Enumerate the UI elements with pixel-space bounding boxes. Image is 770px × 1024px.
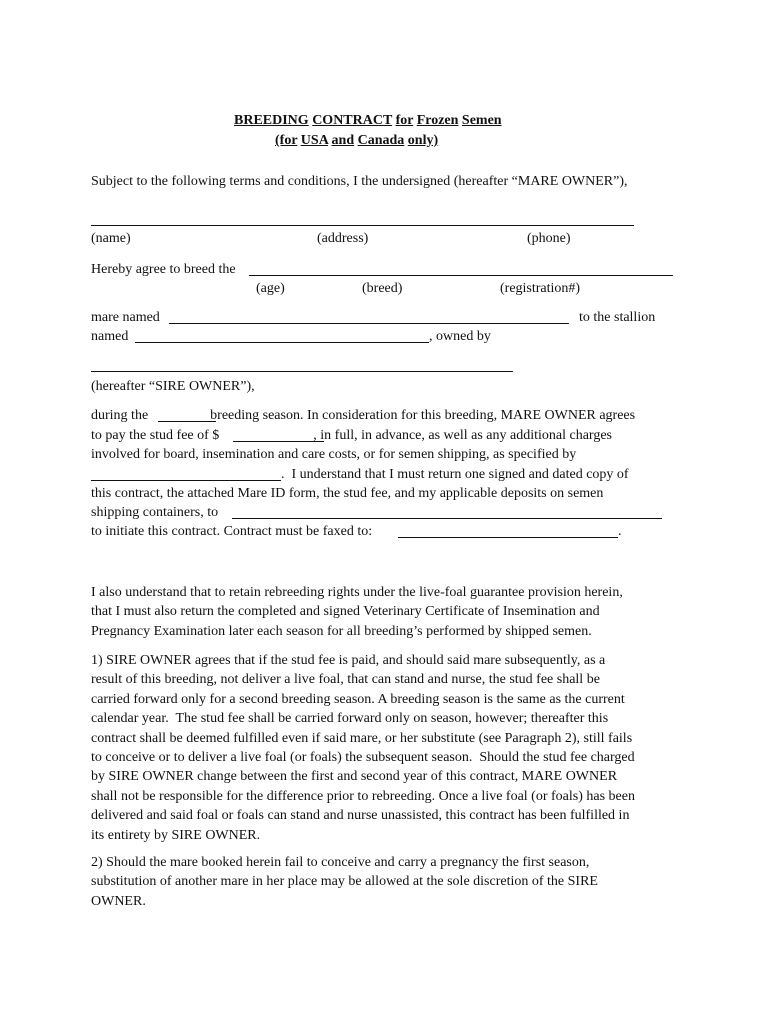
paragraph-line: OWNER. [91,893,146,909]
subtitle-word: (for [275,133,298,148]
sire-owner-label: (hereafter “SIRE OWNER”), [91,379,255,394]
stud-fee-blank[interactable] [233,441,324,442]
owned-by-label: , owned by [429,329,491,344]
season-text: to pay the stud fee of $ [91,428,220,443]
title-word: Frozen [416,113,459,128]
paragraph-line: Pregnancy Examination later each season for all breeding’s performed by shipped semen. [91,623,592,639]
season-line-4: . I understand that I must return one signed and dated copy of [281,467,629,482]
season-line-7: to initiate this contract. Contract must be faxed to: [91,524,373,539]
paragraph-line: contract shall be deemed fulfilled even if said mare, or her substitute (see Paragraph 2), still fails [91,730,633,746]
age-label: (age) [256,281,285,296]
paragraph-line: delivered and said foal or foals can stand and nurse unassisted, this contract has been fulfilled in [91,808,630,824]
season-text: breeding season. In consideration for this breeding, MARE OWNER agrees [210,408,636,423]
fax-number-blank[interactable] [398,537,618,538]
mare-owner-blank[interactable] [91,225,634,226]
clause-2 [91,853,691,911]
mare-details-blank[interactable] [249,275,673,276]
season-year-blank[interactable] [158,421,216,422]
title-word: BREEDING [234,113,309,128]
title-word: for [395,113,414,128]
season-line-7-end: . [618,524,622,539]
subtitle-word: and [331,133,355,148]
to-stallion-label: to the stallion [579,310,656,325]
season-line-2 [91,427,612,445]
name-label: (name) [91,231,131,246]
document-subtitle [268,114,438,150]
paragraph-line: 1) SIRE OWNER agrees that if the stud fee is paid, and should said mare subsequently, as a [91,653,606,668]
sire-owner-blank[interactable] [91,371,513,372]
paragraph-line: by SIRE OWNER change between the first and second year of this contract, MARE OWNER [91,769,618,785]
stallion-named-label: named [91,329,129,344]
mare-named-label: mare named [91,310,160,325]
subtitle-word: Canada [357,133,405,148]
clause-1 [91,651,691,845]
paragraph-line: to conceive or to deliver a live foal (or foals) the subsequent season. Should the stud fee charged [91,750,635,766]
paragraph-line: calendar year. The stud fee shall be carried forward only on season, however; thereafter this [91,711,609,727]
return-to-blank[interactable] [232,518,662,519]
season-text: during the [91,408,149,423]
paragraph-line: carried forward only for a second breeding season. A breeding season is the same as the current [91,691,625,707]
season-line-6: shipping containers, to [91,505,219,520]
title-word: CONTRACT [312,113,393,128]
paragraph-line: I also understand that to retain rebreeding rights under the live-foal guarantee provision herein, [91,585,623,600]
intro-text: Subject to the following terms and conditions, I the undersigned (hereafter “MARE OWNER”), [91,174,628,189]
paragraph-line: its entirety by SIRE OWNER. [91,827,261,843]
registration-label: (registration#) [500,281,581,296]
breed-label: (breed) [362,281,403,296]
paragraph-line: substitution of another mare in her place may be allowed at the sole discretion of the SIRE [91,874,598,890]
paragraph-line: 2) Should the mare booked herein fail to conceive and carry a pregnancy the first season, [91,855,590,870]
mare-name-blank[interactable] [169,323,569,324]
season-line-3: involved for board, insemination and care costs, or for semen shipping, as specified by [91,447,577,462]
paragraph-line: that I must also return the completed and signed Veterinary Certificate of Insemination and [91,604,600,620]
breed-intro-text: Hereby agree to breed the [91,262,236,277]
phone-label: (phone) [527,231,571,246]
rebreeding-paragraph [91,583,691,641]
season-text: , in full, in advance, as well as any additional charges [313,428,612,443]
subtitle-word: only) [407,133,439,148]
paragraph-line: result of this breeding, not deliver a live foal, that can stand and nurse, the stud fee shall be [91,672,600,688]
address-label: (address) [317,231,369,246]
season-line-5: this contract, the attached Mare ID form, the stud fee, and my applicable deposits on semen [91,486,604,501]
season-line-1 [91,407,635,425]
paragraph-line: shall not be responsible for the difference prior to rebreeding. Once a live foal (or foals) has been [91,788,635,804]
stallion-name-blank[interactable] [135,342,429,343]
subtitle-word: USA [300,133,329,148]
title-word: Semen [461,113,502,128]
specified-by-blank[interactable] [91,480,281,481]
